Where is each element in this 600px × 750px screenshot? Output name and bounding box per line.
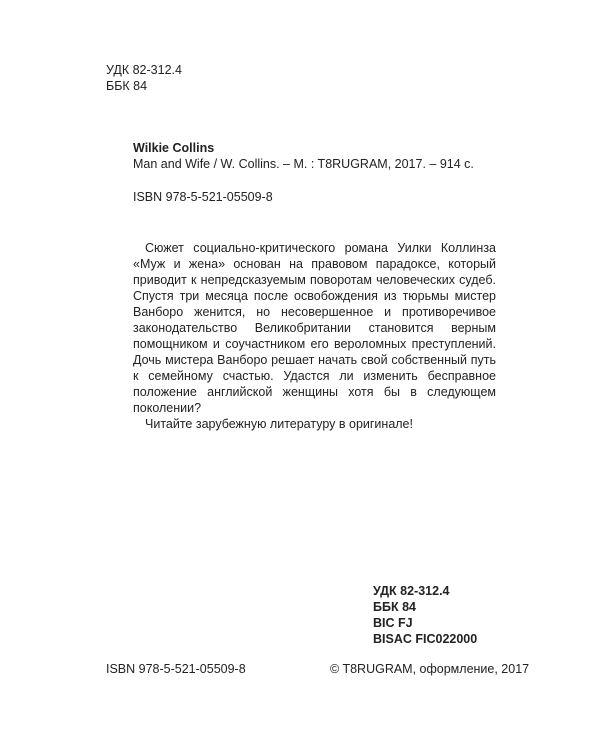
udk-code-bold: УДК 82-312.4 (373, 584, 450, 598)
bibliographic-description: Man and Wife / W. Collins. – M. : T8RUGRAM, 2017. – 914 c. (133, 157, 474, 171)
footer-isbn: ISBN 978-5-521-05509-8 (106, 662, 246, 676)
bbk-code: ББК 84 (106, 79, 148, 93)
copyright-notice: © T8RUGRAM, оформление, 2017 (330, 662, 530, 676)
bibliographic-record (133, 140, 474, 172)
author-name: Wilkie Collins (133, 141, 215, 155)
classification-codes-block (373, 583, 477, 647)
bbk-code-bold: ББК 84 (373, 600, 416, 614)
annotation-paragraph-2: Читайте зарубежную литературу в оригинале! (145, 417, 413, 431)
udk-code: УДК 82-312.4 (106, 63, 182, 77)
bic-code: BIC FJ (373, 616, 413, 630)
annotation-paragraph-1: Сюжет социально-критического романа Уилки Коллинза «Муж и жена» основан на правовом парадоксе, который приводит к непредсказуемым поворотам человеческих судеб. Спустя три месяца после освобождения из тюрьмы мистер Ванборо женится, но несовершенное и противоречивое законодательство Великобритании становится верным помощником и соучастником его вероломных преступлений. Дочь мистера Ванборо решает начать свой собственный путь к семейному счастью. Удастся ли изменить бесправное положение английской женщины хотя бы в следующем поколении? (133, 241, 496, 415)
annotation (133, 240, 496, 432)
bisac-code: BISAC FIC022000 (373, 632, 478, 646)
top-classification-codes (106, 62, 182, 94)
isbn-record: ISBN 978-5-521-05509-8 (133, 190, 273, 204)
